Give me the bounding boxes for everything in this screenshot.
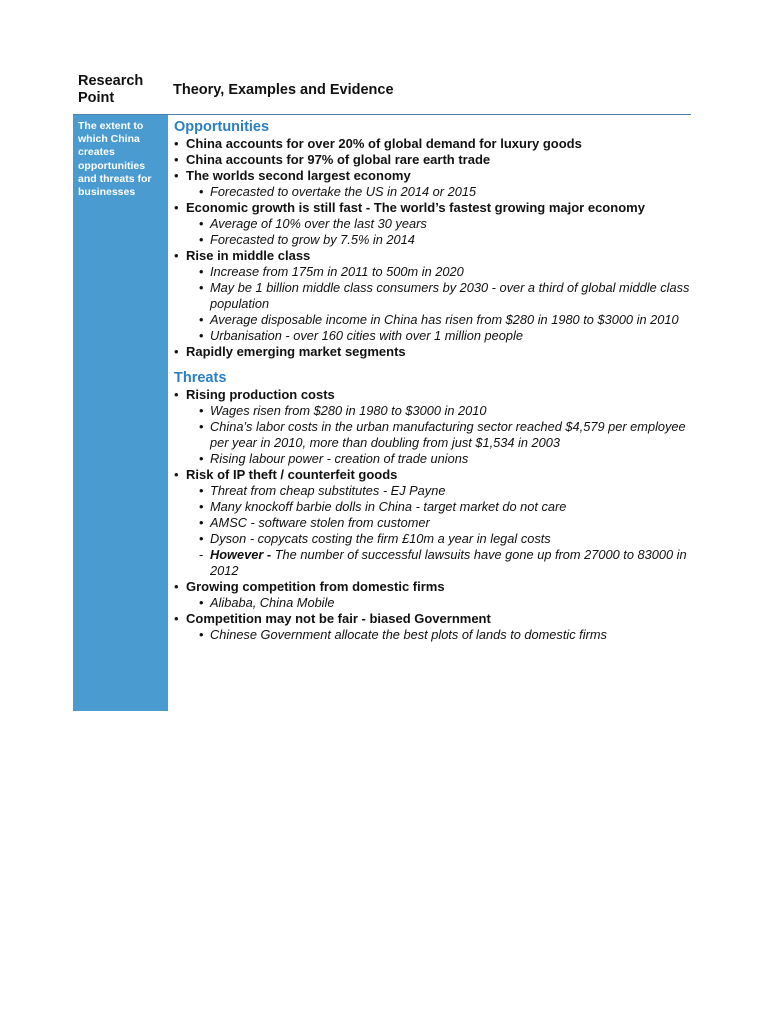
threats-sub-item-text: Alibaba, China Mobile <box>210 595 335 610</box>
opportunities-item-text: The worlds second largest economy <box>186 168 411 183</box>
sub-bullet-icon: • <box>199 264 204 279</box>
threats-item <box>174 387 694 467</box>
opportunities-sub-item-text: May be 1 billion middle class consumers by 2030 - over a third of global middle class population <box>210 280 690 311</box>
opportunities-sub-item-text: Average of 10% over the last 30 years <box>210 216 427 231</box>
sub-bullet-icon: • <box>199 515 204 530</box>
threats-sub-item <box>186 499 694 515</box>
sub-bullet-icon: • <box>199 232 204 247</box>
threats-item-text: Risk of IP theft / counterfeit goods <box>186 467 398 482</box>
opportunities-sub-item <box>186 280 694 312</box>
sub-bullet-icon: • <box>199 595 204 610</box>
bullet-icon: • <box>174 136 179 151</box>
threats-heading: Threats <box>174 370 227 386</box>
threats-list <box>174 387 694 643</box>
opportunities-sub-item-text: Average disposable income in China has risen from $280 in 1980 to $3000 in 2010 <box>210 312 679 327</box>
dash-bullet-icon: - <box>199 547 204 562</box>
threats-sub-item-text: Wages risen from $280 in 1980 to $3000 in 2010 <box>210 403 487 418</box>
bullet-icon: • <box>174 579 179 594</box>
however-item <box>186 547 694 579</box>
opportunities-sub-item-text: Forecasted to grow by 7.5% in 2014 <box>210 232 415 247</box>
bullet-icon: • <box>174 152 179 167</box>
threats-sub-item-text: Threat from cheap substitutes - EJ Payne <box>210 483 446 498</box>
opportunities-item <box>174 152 694 168</box>
sub-bullet-icon: • <box>199 312 204 327</box>
bullet-icon: • <box>174 248 179 263</box>
sub-bullet-icon: • <box>199 627 204 642</box>
opportunities-sub-item-text: Increase from 175m in 2011 to 500m in 2020 <box>210 264 464 279</box>
threats-sub-item <box>186 419 694 451</box>
opportunities-sub-item <box>186 232 694 248</box>
threats-sub-list <box>186 483 694 579</box>
opportunities-sub-list <box>186 184 694 200</box>
threats-sub-item-text: AMSC - software stolen from customer <box>210 515 430 530</box>
opportunities-item-text: Rapidly emerging market segments <box>186 344 406 359</box>
opportunities-item <box>174 136 694 152</box>
research-point-text: The extent to which China creates opportunities and threats for businesses <box>78 120 152 199</box>
threats-sub-item-text: Rising labour power - creation of trade unions <box>210 451 469 466</box>
sub-bullet-icon: • <box>199 419 204 434</box>
opportunities-item <box>174 200 694 248</box>
threats-sub-list <box>186 403 694 467</box>
opportunities-sub-item-text: Forecasted to overtake the US in 2014 or 2015 <box>210 184 477 199</box>
threats-sub-item <box>186 515 694 531</box>
sub-bullet-icon: • <box>199 403 204 418</box>
opportunities-sub-list <box>186 264 694 344</box>
threats-sub-item <box>186 451 694 467</box>
opportunities-item <box>174 168 694 200</box>
opportunities-item <box>174 344 694 360</box>
opportunities-heading: Opportunities <box>174 119 270 135</box>
bullet-icon: • <box>174 611 179 626</box>
bullet-icon: • <box>174 387 179 402</box>
sub-bullet-icon: • <box>199 451 204 466</box>
threats-sub-item-text: China’s labor costs in the urban manufacturing sector reached $4,579 per employee per year in 2010, more than doubling from just $1,534 in 2003 <box>210 419 686 450</box>
threats-sub-item-text: Chinese Government allocate the best plots of lands to domestic firms <box>210 627 607 642</box>
threats-item-text: Rising production costs <box>186 387 335 402</box>
however-text: The number of successful lawsuits have gone up from 27000 to 83000 in 2012 <box>210 547 687 578</box>
research-point-cell <box>73 115 168 711</box>
threats-item-text: Growing competition from domestic firms <box>186 579 445 594</box>
table-header <box>73 72 691 115</box>
sub-bullet-icon: • <box>199 483 204 498</box>
threats-item <box>174 579 694 611</box>
threats-sub-list <box>186 595 694 611</box>
sub-bullet-icon: • <box>199 280 204 295</box>
bullet-icon: • <box>174 168 179 183</box>
sub-bullet-icon: • <box>199 328 204 343</box>
threats-sub-item-text: Dyson - copycats costing the firm £10m a year in legal costs <box>210 531 551 546</box>
opportunities-sub-item-text: Urbanisation - over 160 cities with over 1 million people <box>210 328 523 343</box>
sub-bullet-icon: • <box>199 499 204 514</box>
opportunities-sub-item <box>186 328 694 344</box>
threats-sub-list <box>186 627 694 643</box>
threats-sub-item <box>186 627 694 643</box>
however-label: However - <box>210 547 272 562</box>
opportunities-item-text: Rise in middle class <box>186 248 311 263</box>
opportunities-sub-list <box>186 216 694 248</box>
header-research-point: Research Point <box>78 73 144 106</box>
opportunities-item-text: China accounts for 97% of global rare earth trade <box>186 152 491 167</box>
opportunities-sub-item <box>186 264 694 280</box>
sub-bullet-icon: • <box>199 184 204 199</box>
opportunities-sub-item <box>186 312 694 328</box>
threats-item <box>174 611 694 643</box>
threats-sub-item <box>186 483 694 499</box>
threats-sub-item <box>186 531 694 547</box>
threats-item-text: Competition may not be fair - biased Government <box>186 611 491 626</box>
threats-item <box>174 467 694 579</box>
header-theory-examples-evidence: Theory, Examples and Evidence <box>173 82 394 98</box>
opportunities-item <box>174 248 694 344</box>
threats-sub-item <box>186 403 694 419</box>
threats-sub-item <box>186 595 694 611</box>
opportunities-item-text: Economic growth is still fast - The world’s fastest growing major economy <box>186 200 645 215</box>
sub-bullet-icon: • <box>199 531 204 546</box>
sub-bullet-icon: • <box>199 216 204 231</box>
opportunities-sub-item <box>186 216 694 232</box>
opportunities-sub-item <box>186 184 694 200</box>
bullet-icon: • <box>174 344 179 359</box>
bullet-icon: • <box>174 200 179 215</box>
evidence-cell <box>174 118 694 643</box>
opportunities-item-text: China accounts for over 20% of global demand for luxury goods <box>186 136 582 151</box>
bullet-icon: • <box>174 467 179 482</box>
opportunities-list <box>174 136 694 360</box>
threats-sub-item-text: Many knockoff barbie dolls in China - target market do not care <box>210 499 567 514</box>
